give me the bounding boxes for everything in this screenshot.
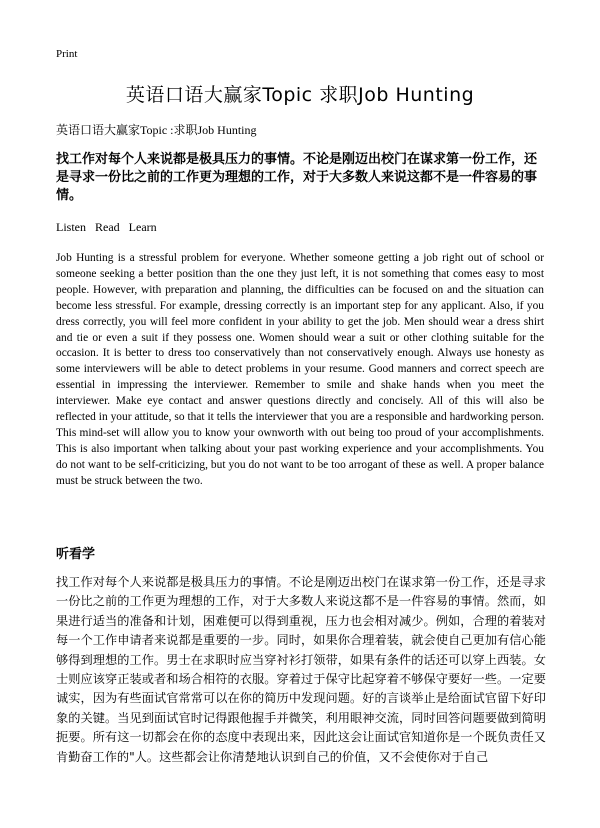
page-title: 英语口语大赢家Topic 求职Job Hunting bbox=[125, 84, 475, 106]
chinese-translation: 找工作对每个人来说都是极具压力的事情。不论是刚迈出校门在谋求第一份工作，还是寻求一份比之前的工作更为理想的工作，对于大多数人来说这都不是一件容易的事情。然而，如果进行适当的准备和计划，困难便可以得到重视，压力也会相对减少。例如，合理的着装对每一个工作申请者来说都是重要的一步。同时，如果你合理着装，就会使自己更加有信心能够得到理想的工作。男士在求职时应当穿衬衫打领带，如果有条件的话还可以穿上西装。女士则应该穿正装或者和场合相符的衣服。穿着过于保守比起穿着不够保守要好一些。一定要诚实，因为有些面试官常常可以在你的简历中发现问题。好的言谈举止是给面试官留下好印象的关键。当见到面试官时记得跟他握手并微笑，利用眼神交流，同时回答问题要做到简明扼要。所有这一切都会在你的态度中表现出来，因此这会让面试官知道你是一个既负责任又肯勤奋工作的"人。这些都会让你清楚地认识到自己的价值，又不会使你对于自己 bbox=[56, 575, 546, 764]
section-heading: 听看学 bbox=[56, 547, 96, 562]
tab-learn[interactable]: Learn bbox=[128, 220, 157, 234]
english-article: Job Hunting is a stressful problem for everyone. Whether someone getting a job right out of school or someone seeking a better position than the one they just left, it is not something that comes easy to most people. However, with preparation and planning, the difficulties can be focused on and the situation can become less stressful. For example, dressing correctly is an important step for any applicant. Also, if you dress correctly, you will feel more confident in your ability to get the job. Men should wear a dress shirt and tie or even a suit if they possess one. Women should wear a suit or other clothing suitable for the occasion. It is better to dress too conservatively than not conservatively enough. Always use honesty as some interviewers will be able to detect problems in your resume. Good manners and correct speech are essential in impressing the interviewer. Remember to smile and shake hands when you meet the interviewer. Make eye contact and answer questions directly and concisely. All of this will also be reflected in your attitude, so that it tells the interviewer that you are a responsible and hardworking person. This mind-set will allow you to know your ownworth with out being too proud of your accomplishments. This is also important when talking about your past working experience and your accomplishments. You do not want to be self-criticizing, but you do not want to be too arrogant of these as well. A proper balance must be struck between the two. bbox=[56, 252, 544, 487]
tab-listen[interactable]: Listen bbox=[56, 220, 86, 234]
tab-read[interactable]: Read bbox=[95, 220, 120, 234]
page-subtitle: 英语口语大赢家Topic :求职Job Hunting bbox=[56, 123, 257, 137]
media-tabs bbox=[56, 220, 163, 235]
print-link[interactable]: Print bbox=[56, 48, 78, 60]
lead-paragraph: 找工作对每个人来说都是极具压力的事情。不论是刚迈出校门在谋求第一份工作，还是寻求一份比之前的工作更为理想的工作，对于大多数人来说这都不是一件容易的事情。 bbox=[56, 152, 538, 203]
